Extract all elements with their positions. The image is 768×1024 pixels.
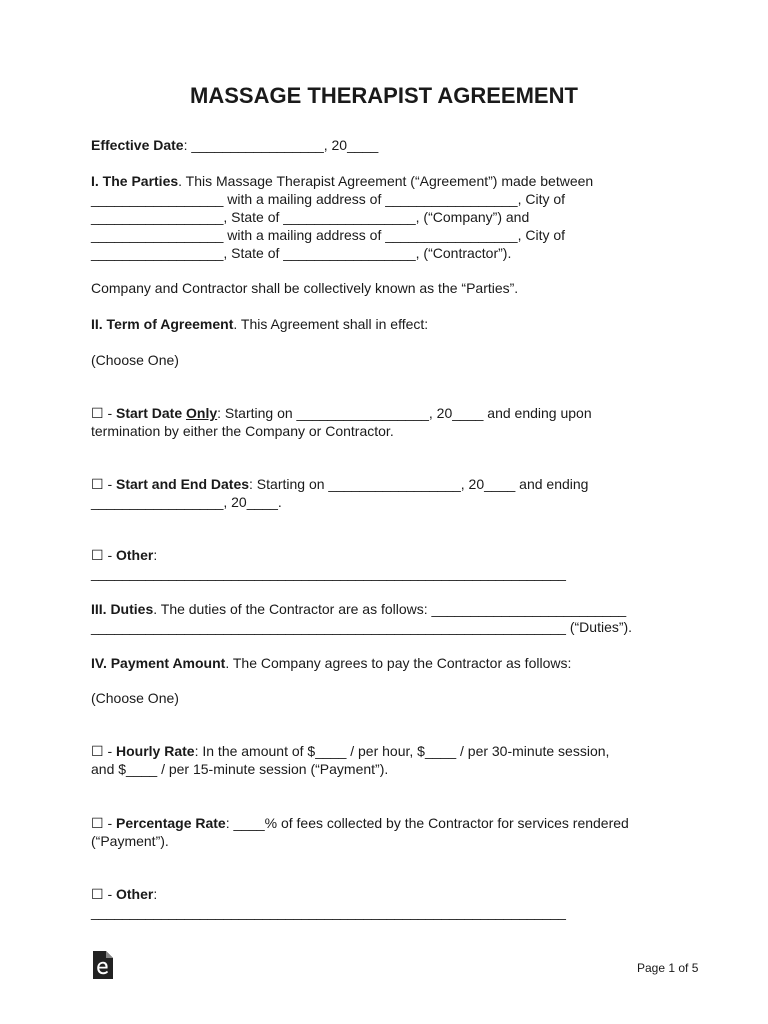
term-other-blank: _____________________________________________________________ [91, 565, 566, 581]
checkbox-icon[interactable]: ☐ - [91, 476, 116, 492]
start-end-label: Start and End Dates [116, 476, 250, 492]
payment-heading-line: IV. Payment Amount. The Company agrees to pay the Contractor as follows: [91, 655, 572, 671]
payment-other-blank: _____________________________________________________________ [91, 904, 566, 920]
term-option-start-end: ☐ - Start and End Dates: Starting on _________________, 20____ and ending _________________, 20____. [91, 476, 589, 510]
parties-line-2: _________________ with a mailing address of _________________, City of [91, 191, 566, 207]
parties-collective-text: Company and Contractor shall be collectively known as the “Parties”. [91, 280, 519, 296]
term-other-label: Other [116, 547, 154, 563]
page-number: Page 1 of 5 [637, 961, 699, 975]
parties-line-5: _________________, State of _________________, (“Contractor”). [91, 245, 512, 261]
percentage-rate-label: Percentage Rate [116, 815, 226, 831]
term-option-start-only: ☐ - Start Date Only: Starting on _________________, 20____ and ending upon termination by either the Company or Contractor. [91, 405, 592, 439]
term-option-other: ☐ - Other: _____________________________________________________________ [91, 546, 691, 582]
payment-option-other: ☐ - Other: _____________________________________________________________ [91, 885, 691, 921]
payment-option-hourly: ☐ - Hourly Rate: In the amount of $____ / per hour, $____ / per 30-minute session, and $____ / per 15-minute session (“Payment”). [91, 743, 610, 777]
parties-line-3: _________________, State of _________________, (“Company”) and [91, 209, 530, 225]
payment-heading: IV. Payment Amount [91, 655, 226, 671]
effective-date-label: Effective Date [91, 137, 184, 153]
checkbox-icon[interactable]: ☐ - [91, 743, 116, 759]
parties-line-1: I. The Parties. This Massage Therapist Agreement (“Agreement”) made between [91, 173, 594, 189]
checkbox-icon[interactable]: ☐ - [91, 547, 116, 563]
hourly-rate-label: Hourly Rate [116, 743, 195, 759]
effective-date-blank: : _________________, 20____ [183, 137, 379, 153]
payment-other-label: Other [116, 886, 154, 902]
checkbox-icon[interactable]: ☐ - [91, 815, 116, 831]
term-heading: II. Term of Agreement [91, 316, 234, 332]
term-choose-one: (Choose One) [91, 352, 179, 368]
term-heading-line: II. Term of Agreement. This Agreement shall in effect: [91, 316, 429, 332]
parties-section [91, 172, 691, 262]
start-only-label: Start Date Only [116, 405, 218, 421]
effective-date-line [91, 136, 691, 154]
parties-heading: I. The Parties [91, 173, 179, 189]
page-title: MASSAGE THERAPIST AGREEMENT [190, 83, 578, 108]
parties-line-4: _________________ with a mailing address of _________________, City of [91, 227, 566, 243]
duties-section: III. Duties. The duties of the Contractor are as follows: _________________________ _____________________________________________________________ (“Duties”). [91, 601, 633, 635]
duties-heading: III. Duties [91, 601, 154, 617]
checkbox-icon[interactable]: ☐ - [91, 886, 116, 902]
payment-choose-one: (Choose One) [91, 690, 179, 706]
payment-option-percentage: ☐ - Percentage Rate: ____% of fees collected by the Contractor for services rendered (“Payment”). [91, 815, 629, 849]
eforms-logo-icon [92, 950, 114, 980]
checkbox-icon[interactable]: ☐ - [91, 405, 116, 421]
